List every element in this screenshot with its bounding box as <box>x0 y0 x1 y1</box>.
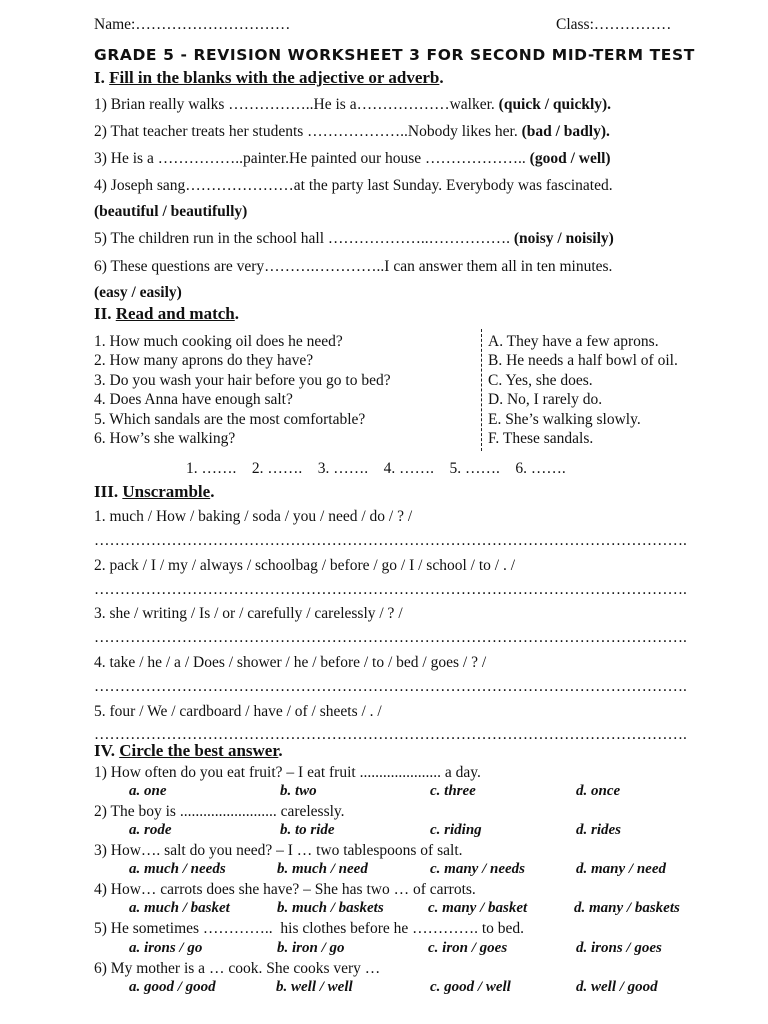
unscramble-item-2: 2. pack / I / my / always / schoolbag / before / go / I / school / to / . / <box>94 557 516 574</box>
section-3-number: III. <box>94 482 119 501</box>
mc-option-d[interactable]: d. rides <box>576 822 621 838</box>
mc-question-4: 4) How… carrots does she have? – She has two … of carrots. <box>94 881 476 898</box>
name-field-label: Name:………………………… <box>94 16 291 33</box>
match-question-4: 4. Does Anna have enough salt? <box>94 391 293 408</box>
mc-option-c[interactable]: c. iron / goes <box>428 940 508 956</box>
fill-item-3 <box>94 150 611 168</box>
mc-option-d[interactable]: d. many / need <box>576 861 666 877</box>
mc-option-b[interactable]: b. much / need <box>277 861 368 877</box>
match-answer-line: 1. ……. 2. ……. 3. ……. 4. ……. 5. ……. 6. ……. <box>186 460 566 477</box>
section-1-heading <box>94 68 444 88</box>
fill-item-choice: (quick / quickly). <box>498 96 612 113</box>
mc-option-a[interactable]: a. much / needs <box>129 861 226 877</box>
mc-option-b[interactable]: b. much / baskets <box>277 900 384 916</box>
section-3-heading <box>94 482 214 502</box>
section-4-period: . <box>278 741 283 760</box>
mc-option-c[interactable]: c. three <box>430 783 476 799</box>
fill-item-4: 4) Joseph sang…………………at the party last Sunday. Everybody was fascinated. <box>94 177 613 194</box>
mc-question-5: 5) He sometimes ………….. his clothes before he …………. to bed. <box>94 920 525 937</box>
mc-option-a[interactable]: a. one <box>129 783 167 799</box>
mc-option-c[interactable]: c. many / basket <box>428 900 528 916</box>
fill-item-4-choice: (beautiful / beautifully) <box>94 203 248 220</box>
mc-option-c[interactable]: c. many / needs <box>430 861 525 877</box>
unscramble-item-5: 5. four / We / cardboard / have / of / sheets / . / <box>94 703 382 720</box>
mc-question-1: 1) How often do you eat fruit? – I eat fruit ..................... a day. <box>94 764 481 781</box>
section-4-title: Circle the best answer <box>119 741 279 760</box>
fill-item-text: 5) The children run in the school hall ………………..……………. <box>94 230 514 247</box>
mc-option-b[interactable]: b. to ride <box>280 822 335 838</box>
match-answer-e: E. She’s walking slowly. <box>488 411 641 428</box>
mc-option-d[interactable]: d. irons / goes <box>576 940 662 956</box>
unscramble-item-4: 4. take / he / a / Does / shower / he / before / to / bed / goes / ? / <box>94 654 487 671</box>
mc-question-3: 3) How…. salt do you need? – I … two tablespoons of salt. <box>94 842 463 859</box>
mc-option-c[interactable]: c. riding <box>430 822 482 838</box>
mc-option-b[interactable]: b. iron / go <box>277 940 345 956</box>
mc-option-a[interactable]: a. irons / go <box>129 940 203 956</box>
unscramble-answer-line: ……………………………………………………………………………………………………. <box>94 581 687 598</box>
match-answer-b: B. He needs a half bowl of oil. <box>488 352 678 369</box>
fill-item-choice: (noisy / noisily) <box>513 230 614 247</box>
mc-option-c[interactable]: c. good / well <box>430 979 511 995</box>
section-2-period: . <box>234 304 239 323</box>
section-4-heading <box>94 741 283 761</box>
fill-item-text: 3) He is a ……………..painter.He painted our house ……………….. <box>94 150 530 167</box>
match-question-6: 6. How’s she walking? <box>94 430 236 447</box>
fill-item-2 <box>94 123 610 141</box>
unscramble-answer-line: ……………………………………………………………………………………………………. <box>94 532 687 549</box>
section-2-heading <box>94 304 239 324</box>
mc-option-a[interactable]: a. much / basket <box>129 900 230 916</box>
match-column-divider <box>481 329 482 451</box>
fill-item-text: 1) Brian really walks ……………..He is a………………walker. <box>94 96 499 113</box>
mc-option-d[interactable]: d. many / baskets <box>574 900 680 916</box>
page-title: GRADE 5 - REVISION WORKSHEET 3 FOR SECOND MID-TERM TEST <box>94 46 695 64</box>
mc-option-b[interactable]: b. well / well <box>276 979 353 995</box>
mc-option-a[interactable]: a. good / good <box>129 979 216 995</box>
class-field-label: Class:…………… <box>556 16 672 33</box>
section-1-period: . <box>439 68 444 87</box>
section-4-number: IV. <box>94 741 115 760</box>
section-2-number: II. <box>94 304 112 323</box>
match-answer-f: F. These sandals. <box>488 430 594 447</box>
match-question-3: 3. Do you wash your hair before you go to bed? <box>94 372 391 389</box>
unscramble-item-3: 3. she / writing / Is / or / carefully / carelessly / ? / <box>94 605 403 622</box>
unscramble-answer-line: ……………………………………………………………………………………………………. <box>94 678 687 695</box>
match-question-2: 2. How many aprons do they have? <box>94 352 314 369</box>
unscramble-answer-line: ……………………………………………………………………………………………………. <box>94 726 687 743</box>
fill-item-6-choice: (easy / easily) <box>94 284 182 301</box>
mc-option-d[interactable]: d. once <box>576 783 621 799</box>
fill-item-6: 6) These questions are very……….…………..I can answer them all in ten minutes. <box>94 258 613 275</box>
match-answer-a: A. They have a few aprons. <box>488 333 659 350</box>
mc-option-d[interactable]: d. well / good <box>576 979 658 995</box>
mc-question-6: 6) My mother is a … cook. She cooks very … <box>94 960 381 977</box>
fill-item-5 <box>94 230 614 248</box>
mc-option-b[interactable]: b. two <box>280 783 317 799</box>
unscramble-answer-line: ……………………………………………………………………………………………………. <box>94 629 687 646</box>
section-1-number: I. <box>94 68 105 87</box>
match-answer-c: C. Yes, she does. <box>488 372 593 389</box>
fill-item-1 <box>94 96 611 114</box>
match-answer-d: D. No, I rarely do. <box>488 391 603 408</box>
unscramble-item-1: 1. much / How / baking / soda / you / need / do / ? / <box>94 508 413 525</box>
section-3-period: . <box>210 482 215 501</box>
mc-option-a[interactable]: a. rode <box>129 822 172 838</box>
fill-item-text: 2) That teacher treats her students ………………..Nobody likes her. <box>94 123 522 140</box>
match-question-1: 1. How much cooking oil does he need? <box>94 333 343 350</box>
section-1-title: Fill in the blanks with the adjective or adverb <box>109 68 440 87</box>
fill-item-choice: (good / well) <box>529 150 611 167</box>
fill-item-choice: (bad / badly). <box>521 123 610 140</box>
section-3-title: Unscramble <box>122 482 211 501</box>
match-question-5: 5. Which sandals are the most comfortable? <box>94 411 366 428</box>
mc-question-2: 2) The boy is ......................... carelessly. <box>94 803 345 820</box>
section-2-title: Read and match <box>115 304 235 323</box>
